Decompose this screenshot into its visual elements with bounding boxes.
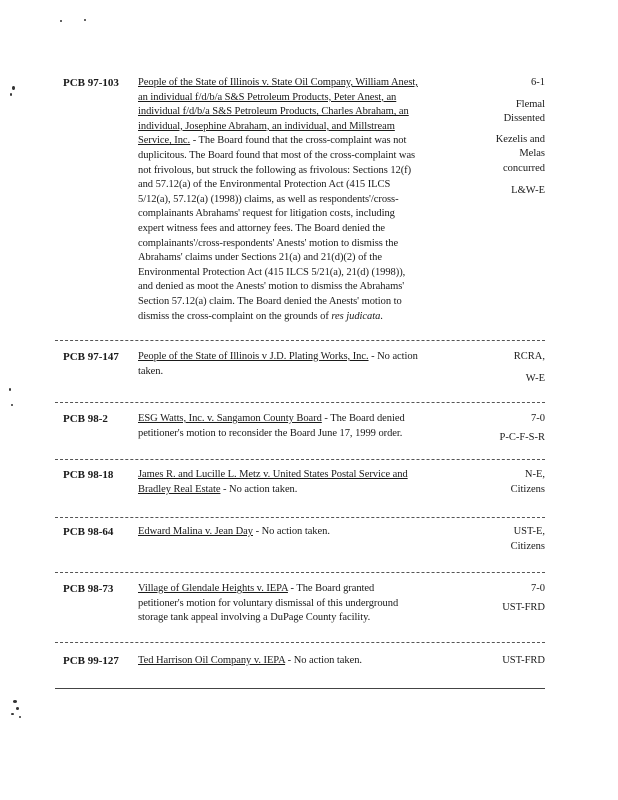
vote-line: 6-1	[531, 77, 545, 88]
vote-line: concurred	[503, 162, 545, 174]
case-text-line	[138, 654, 478, 669]
vote-line: RCRA,	[513, 351, 545, 362]
case-number: PCB 98-64	[63, 526, 114, 538]
case-description	[138, 654, 478, 669]
section-divider	[55, 517, 545, 518]
case-text-first: - The Board granted	[287, 583, 375, 594]
case-text-line	[138, 525, 478, 540]
vote-column	[463, 412, 545, 445]
vote-line: Dissented	[503, 113, 545, 125]
case-text-last-end: .	[380, 310, 383, 322]
case-text-line: complainants Abrahams' request for litigation costs, including	[138, 208, 395, 220]
section-divider	[55, 572, 545, 573]
case-text-first: - No action taken.	[253, 526, 330, 537]
vote-line: 7-0	[531, 413, 545, 424]
section-divider	[55, 402, 545, 403]
docket-entry-pcb-99-127	[55, 654, 545, 674]
case-text-line	[138, 582, 478, 597]
case-text-line	[138, 310, 478, 325]
vote-column	[463, 654, 545, 669]
case-number: PCB 98-18	[63, 469, 114, 481]
vote-line: UST-E,	[513, 526, 545, 537]
case-text-line: not frivolous, but struck the following as frivolous: Sections 12(f)	[138, 164, 412, 176]
case-text-line: Section 57.12(a) claim. The Board denied the Anests' motion to	[138, 295, 402, 307]
case-text-line: 5/12(a), 57.12(a) (1998)) claims, as well as respondents'/cross-	[138, 193, 399, 205]
case-text-line: expert witness fees and attorney fees. The Board denied the	[138, 222, 386, 234]
docket-entry-pcb-98-2	[55, 412, 545, 452]
scan-speck	[19, 716, 21, 718]
vote-line: Citizens	[510, 540, 545, 552]
case-title-tail: Bradley Real Estate	[138, 483, 221, 495]
case-title-line: individual f/d/b/a S&S Petroleum Products, Charles Abraham, an	[138, 106, 409, 118]
section-divider	[55, 642, 545, 643]
vote-line: UST-FRD	[502, 655, 545, 666]
case-text-line	[138, 412, 478, 427]
case-description	[138, 468, 478, 497]
case-text-line: petitioner's motion to reconsider the Board June 17, 1999 order.	[138, 427, 403, 439]
scan-speck	[84, 19, 86, 21]
vote-line: N-E,	[524, 469, 545, 480]
scan-speck	[10, 93, 12, 96]
case-text-line: duplicitous. The Board found that most of the cross-complaint was	[138, 149, 416, 161]
case-number: PCB 97-103	[63, 77, 119, 89]
case-text-line: and denied as moot the Anests' motion to dismiss the Abrahams'	[138, 281, 405, 293]
docket-entry-pcb-97-103	[55, 76, 545, 326]
section-divider	[55, 459, 545, 460]
case-text-line: petitioner's motion for voluntary dismissal of this underground	[138, 597, 399, 609]
scan-speck	[9, 388, 11, 391]
case-text-line: storage tank appeal involving a DuPage County facility.	[138, 612, 371, 624]
vote-line: Citizens	[510, 483, 545, 495]
vote-line: P-C-F-S-R	[499, 431, 545, 443]
docket-entry-pcb-98-18	[55, 468, 545, 508]
case-number: PCB 98-2	[63, 413, 108, 425]
scan-speck	[11, 404, 13, 406]
vote-column	[463, 76, 545, 198]
scan-speck	[60, 20, 62, 22]
case-title-line: individual, Josephine Abraham, an individual, and Millstream	[138, 120, 395, 132]
case-text-line: Abrahams' claims under Sections 21(a) and 21(d)(2) of the	[138, 252, 382, 264]
vote-line: Melas	[519, 148, 545, 160]
docket-entry-pcb-97-147	[55, 350, 545, 390]
case-text-line: and 57.12(a) of the Environmental Protection Act (415 ILCS	[138, 179, 391, 191]
docket-entry-pcb-98-73	[55, 582, 545, 632]
vote-line: Flemal	[515, 98, 545, 110]
case-text-first: - No action taken.	[285, 655, 362, 666]
case-number: PCB 99-127	[63, 655, 119, 667]
case-title: Edward Malina v. Jean Day	[138, 526, 253, 537]
case-title: People of the State of Illinois v J.D. Plating Works, Inc.	[138, 351, 369, 362]
case-text-line	[138, 134, 478, 149]
case-text-line	[138, 350, 478, 365]
case-text-line: complainants'/cross-respondents' Anests' motion to dismiss the	[138, 237, 399, 249]
case-text-first: - No action taken.	[220, 483, 298, 495]
vote-column	[463, 468, 545, 497]
case-title-line: James R. and Lucille L. Metz v. United States Postal Service and	[138, 469, 408, 480]
case-description	[138, 582, 478, 626]
case-text-line: taken.	[138, 365, 164, 377]
case-text-line	[138, 483, 478, 498]
case-text-first: - The Board denied	[321, 413, 405, 424]
scan-speck	[11, 713, 14, 715]
vote-line: W-E	[525, 372, 545, 384]
vote-column	[463, 350, 545, 386]
vote-line: L&W-E	[511, 184, 545, 196]
case-description	[138, 412, 478, 441]
vote-line: Kezelis and	[495, 133, 545, 145]
vote-column	[463, 582, 545, 615]
case-title: Village of Glendale Heights v. IEPA	[138, 583, 288, 594]
case-text-first: - The Board found that the cross-complaint was not	[190, 135, 407, 147]
section-divider	[55, 340, 545, 341]
case-text-line: Environmental Protection Act (415 ILCS 5/21(a), 21(d) (1998)),	[138, 266, 406, 278]
docket-entry-pcb-98-64	[55, 525, 545, 565]
case-description	[138, 350, 478, 379]
case-text-last-start: dismiss the cross-complaint on the grounds of	[138, 310, 332, 322]
case-number: PCB 97-147	[63, 351, 119, 363]
vote-line: UST-FRD	[502, 601, 545, 613]
vote-line: 7-0	[531, 583, 545, 594]
case-description	[138, 76, 478, 324]
case-title-tail: Service, Inc.	[138, 135, 191, 147]
case-description	[138, 525, 478, 540]
scan-speck	[13, 700, 17, 703]
section-divider	[55, 688, 545, 689]
case-title: ESG Watts, Inc. v. Sangamon County Board	[138, 413, 322, 424]
case-text-italic: res judicata	[331, 310, 381, 322]
case-number: PCB 98-73	[63, 583, 114, 595]
case-title-line: People of the State of Illinois v. State Oil Company, William Anest,	[138, 77, 418, 88]
scan-speck	[12, 86, 15, 90]
case-text-first: - No action	[368, 351, 418, 362]
case-title: Ted Harrison Oil Company v. IEPA	[138, 655, 286, 666]
case-title-line: an individual f/d/b/a S&S Petroleum Products, Peter Anest, an	[138, 91, 397, 103]
vote-column	[463, 525, 545, 554]
scan-speck	[16, 707, 19, 710]
